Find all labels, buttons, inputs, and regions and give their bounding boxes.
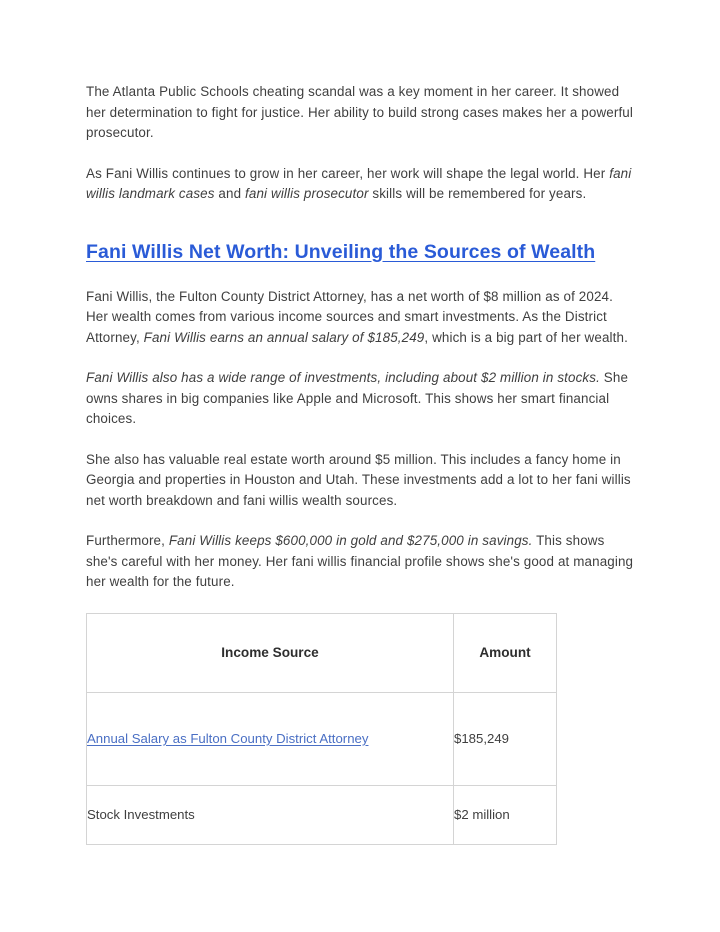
paragraph-4-run-2: She owns shares in big companies like Apple and Microsoft. This shows her smart financial choices.	[86, 370, 629, 426]
paragraph-1-text: The Atlanta Public Schools cheating scandal was a key moment in her career. It showed her determination to fight for justice. Her ability to build strong cases makes her a powerful prosecutor.	[86, 84, 633, 140]
table-cell-amount: $185,249	[454, 692, 557, 785]
paragraph-3-run-1: Fani Willis, the Fulton County District Attorney, has a net worth of $8 million as of 2024. Her wealth comes from various income sources and smart investments. As the District Attorney,	[86, 288, 613, 345]
table-header-income-source: Income Source	[87, 613, 454, 692]
heading-spacer	[86, 225, 634, 233]
paragraph-6-run-1: Furthermore,	[86, 533, 169, 548]
table-header-row	[87, 613, 557, 692]
paragraph-1	[86, 82, 634, 144]
document-content	[86, 82, 634, 845]
paragraph-2-run-3: and	[214, 186, 246, 201]
table-cell-amount: $2 million	[454, 785, 557, 844]
table-header-amount: Amount	[454, 613, 557, 692]
paragraph-2-run-4-italic: fani willis prosecutor	[245, 186, 369, 201]
table-cell-source	[87, 692, 454, 785]
paragraph-5	[86, 450, 634, 512]
paragraph-4	[86, 368, 634, 430]
section-heading: Fani Willis Net Worth: Unveiling the Sources of Wealth	[86, 240, 596, 263]
paragraph-2-run-2-italic: fani willis landmark cases	[86, 165, 632, 201]
paragraph-5-text: She also has valuable real estate worth around $5 million. This includes a fancy home in Georgia and properties in Houston and Utah. These investments add a lot to her fani willis net worth breakdown and fani willis wealth sources.	[86, 451, 631, 508]
paragraph-3-run-2-italic: Fani Willis earns an annual salary of $185,249	[143, 329, 425, 345]
paragraph-4-run-1-italic: Fani Willis also has a wide range of investments, including about $2 million in stocks.	[86, 370, 600, 385]
paragraph-2-run-5: skills will be remembered for years.	[368, 186, 587, 201]
paragraph-2-run-1: As Fani Willis continues to grow in her career, her work will shape the legal world. Her	[86, 165, 610, 181]
paragraph-3	[86, 287, 634, 349]
paragraph-6	[86, 531, 634, 593]
income-source-table	[86, 613, 557, 845]
paragraph-6-run-3: This shows she's careful with her money. Her fani willis financial profile shows she's good at managing her wealth for the future.	[86, 533, 634, 589]
annual-salary-link[interactable]: Annual Salary as Fulton County District Attorney	[87, 731, 369, 746]
table-row	[87, 692, 557, 785]
paragraph-2	[86, 164, 634, 205]
paragraph-3-run-3: , which is a big part of her wealth.	[424, 329, 628, 345]
table-row	[87, 785, 557, 844]
paragraph-6-run-2-italic: Fani Willis keeps $600,000 in gold and $275,000 in savings.	[168, 533, 533, 548]
table-cell-source: Stock Investments	[87, 785, 454, 844]
